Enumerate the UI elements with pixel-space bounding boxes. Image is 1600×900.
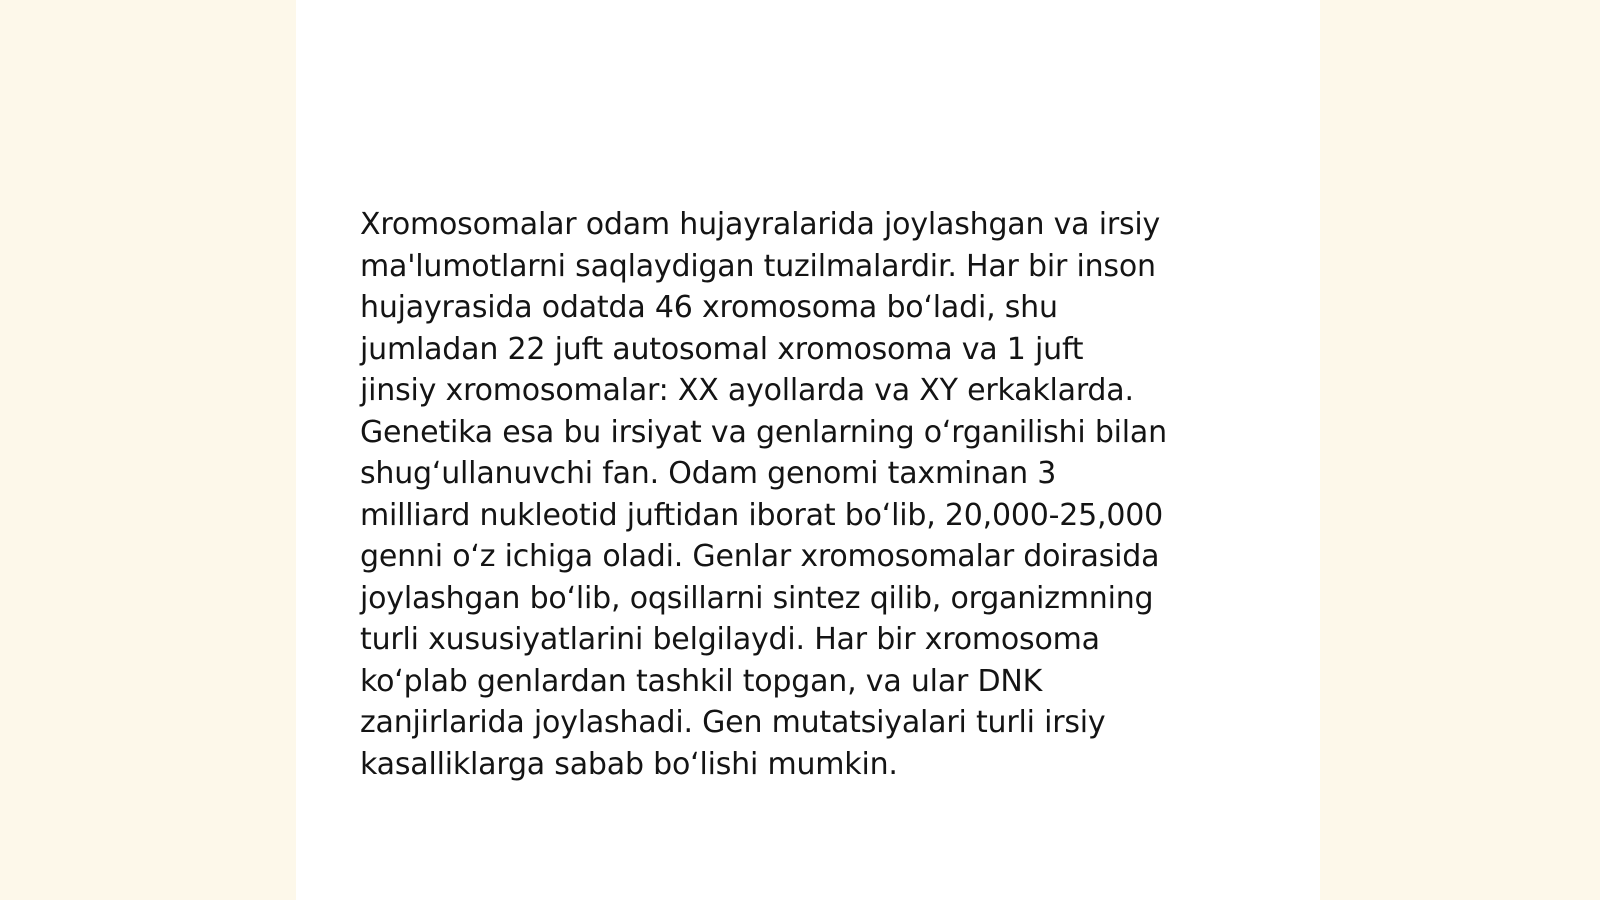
slide-body-text [360, 204, 1250, 785]
text-line: ma'lumotlarni saqlaydigan tuzilmalardir. Har bir inson [360, 248, 1156, 284]
text-line: genni oʻz ichiga oladi. Genlar xromosomalar doirasida [360, 539, 1160, 574]
text-line: jumladan 22 juft autosomal xromosoma va 1 juft [360, 331, 1084, 367]
text-line: joylashgan boʻlib, oqsillarni sintez qilib, organizmning [360, 580, 1154, 616]
text-line: kasalliklarga sabab boʻlishi mumkin. [360, 746, 898, 782]
text-line: Xromosomalar odam hujayralarida joylashgan va irsiy [360, 207, 1161, 242]
text-line: hujayrasida odatda 46 xromosoma boʻladi, shu [360, 290, 1058, 325]
text-line: milliard nukleotid juftidan iborat boʻlib, 20,000-25,000 [360, 497, 1164, 533]
text-line: shugʻullanuvchi fan. Odam genomi taxminan 3 [360, 456, 1057, 491]
slide [296, 0, 1320, 900]
text-line: Genetika esa bu irsiyat va genlarning oʻrganilishi bilan [360, 414, 1167, 450]
text-line: turli xususiyatlarini belgilaydi. Har bir xromosoma [360, 622, 1100, 657]
text-line: koʻplab genlardan tashkil topgan, va ular DNK [360, 663, 1043, 699]
text-line: zanjirlarida joylashadi. Gen mutatsiyalari turli irsiy [360, 705, 1106, 740]
text-line: jinsiy xromosomalar: XX ayollarda va XY erkaklarda. [360, 373, 1134, 408]
